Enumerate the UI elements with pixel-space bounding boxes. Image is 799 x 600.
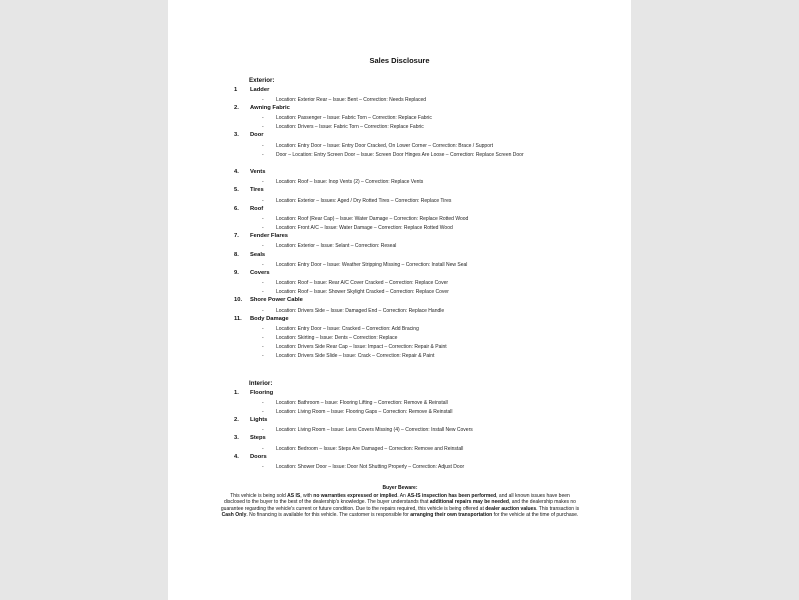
- detail-text: Location: Bedroom – Issue: Steps Are Damaged – Correction: Remove and Reinstall: [276, 445, 464, 452]
- item-name: Tires: [250, 187, 264, 194]
- item-name: Roof: [250, 205, 264, 212]
- bullet-dash: -: [262, 96, 264, 103]
- bullet-dash: -: [262, 399, 264, 406]
- item-number: 10.: [234, 297, 243, 304]
- detail-text: Door – Location: Entry Screen Door – Issue: Screen Door Hinges Are Loose – Correction: Replace Screen Door: [276, 151, 524, 158]
- bullet-dash: -: [262, 307, 264, 314]
- detail-line: [262, 151, 597, 160]
- item-heading: [234, 316, 289, 322]
- item-heading: [234, 233, 288, 239]
- item-number: 1.: [234, 389, 239, 396]
- item-heading: [234, 297, 303, 303]
- detail-text: Location: Entry Door – Issue: Entry Door Cracked, On Lower Corner – Correction: Brace / Support: [276, 142, 494, 149]
- item-heading: [234, 169, 265, 175]
- bullet-dash: -: [262, 335, 264, 342]
- detail-text: Location: Passenger – Issue: Fabric Torn – Correction: Replace Fabric: [276, 115, 432, 122]
- item-heading: [234, 454, 267, 460]
- detail-line: [262, 123, 597, 132]
- bullet-dash: -: [262, 344, 264, 351]
- bullet-dash: -: [262, 151, 264, 158]
- item-name: Steps: [250, 435, 266, 442]
- bullet-dash: -: [262, 124, 264, 131]
- item-number: 7.: [234, 233, 239, 240]
- item-number: 3.: [234, 132, 239, 139]
- detail-line: [262, 399, 597, 408]
- item-number: 6.: [234, 205, 239, 212]
- document-page: [168, 0, 631, 600]
- detail-line: [262, 445, 597, 454]
- detail-text: Location: Roof – Issue: Inop Vents (2) – Correction: Replace Vents: [276, 179, 424, 186]
- detail-text: Location: Bathroom – Issue: Flooring Lifting – Correction: Remove & Reinstall: [276, 399, 448, 406]
- detail-line: [262, 463, 597, 472]
- detail-line: [262, 352, 597, 361]
- bullet-dash: -: [262, 197, 264, 204]
- beware-bold: AS IS: [287, 492, 301, 499]
- item-number: 9.: [234, 269, 239, 276]
- beware-bold: AS-IS inspection has been performed: [407, 492, 497, 499]
- detail-text: Location: Exterior – Issue: Selant – Correction: Reseal: [276, 243, 397, 250]
- detail-text: Location: Living Room – Issue: Flooring Gaps – Correction: Remove & Reinstall: [276, 408, 453, 415]
- detail-line: [262, 114, 597, 123]
- item-name: Fender Flares: [250, 233, 289, 240]
- bullet-dash: -: [262, 353, 264, 360]
- beware-text: , and the dealership makes no guarantee regarding the vehicle's current or future condition. Due to the repairs required, this vehicle is being offered at: [220, 499, 576, 512]
- detail-line: [262, 224, 597, 233]
- item-name: Body Damage: [250, 315, 289, 322]
- beware-text: for the vehicle at the time of purchase.: [492, 512, 579, 519]
- bullet-dash: -: [262, 280, 264, 287]
- bullet-dash: -: [262, 289, 264, 296]
- interior-heading: Interior:: [249, 380, 273, 387]
- item-name: Vents: [250, 168, 266, 175]
- item-heading: [234, 270, 270, 276]
- bullet-dash: -: [262, 215, 264, 222]
- item-heading: [234, 132, 264, 138]
- detail-text: Location: Shower Door – Issue: Door Not Shutting Properly – Correction: Adjust Door: [276, 464, 465, 471]
- detail-line: [262, 325, 597, 334]
- detail-text: Location: Exterior Rear – Issue: Bent – Correction: Needs Replaced: [276, 96, 427, 103]
- detail-text: Location: Drivers Side – Issue: Damaged End – Correction: Replace Handle: [276, 307, 445, 314]
- beware-bold: no warranties expressed or implied: [313, 492, 398, 499]
- item-heading: [234, 417, 267, 423]
- bullet-dash: -: [262, 326, 264, 333]
- beware-bold: additional repairs may be needed: [429, 499, 509, 506]
- detail-line: [262, 343, 597, 352]
- item-number: 2.: [234, 417, 239, 423]
- item-heading: [234, 187, 264, 193]
- item-number: 11.: [234, 315, 242, 322]
- beware-text: . An: [397, 492, 408, 499]
- detail-text: Location: Living Room – Issue: Lens Covers Missing (4) – Correction: Install New Covers: [276, 427, 473, 434]
- item-number: 3.: [234, 435, 239, 442]
- item-heading: [234, 206, 263, 212]
- item-name: Door: [250, 132, 264, 139]
- detail-text: Location: Drivers Side Rear Cap – Issue: Impact – Correction: Repair & Paint: [276, 344, 447, 351]
- detail-text: Location: Roof – Issue: Rear A/C Cover Cracked – Correction: Replace Cover: [276, 280, 449, 287]
- detail-text: Location: Front A/C – Issue: Water Damage – Correction: Replace Rotted Wood: [276, 225, 453, 231]
- bullet-dash: -: [262, 243, 264, 250]
- item-name: Shore Power Cable: [250, 297, 303, 304]
- page-title: Sales Disclosure: [369, 56, 430, 65]
- detail-line: [262, 96, 597, 105]
- beware-text: . No financing is available for this vehicle. The customer is responsible for: [246, 512, 411, 519]
- detail-line: [262, 215, 597, 224]
- bullet-dash: -: [262, 225, 264, 231]
- detail-line: [262, 288, 597, 297]
- detail-line: [262, 279, 597, 288]
- item-heading: [234, 435, 266, 441]
- detail-line: [262, 408, 597, 417]
- detail-text: Location: Roof – Issue: Shower Skylight Cracked – Correction: Replace Cover: [276, 289, 449, 296]
- item-name: Covers: [250, 269, 270, 276]
- beware-text: . This transaction is: [536, 505, 580, 512]
- bullet-dash: -: [262, 408, 264, 415]
- beware-bold: dealer auction values: [485, 505, 537, 512]
- bullet-dash: -: [262, 115, 264, 122]
- item-name: Flooring: [250, 389, 274, 396]
- bullet-dash: -: [262, 427, 264, 434]
- item-name: Doors: [250, 453, 267, 460]
- item-name: Lights: [250, 417, 268, 423]
- detail-text: Location: Roof (Rear Cap) – Issue: Water Damage – Correction: Replace Rotted Wood: [276, 215, 469, 222]
- beware-text: This vehicle is being sold: [230, 492, 288, 499]
- detail-text: Location: Entry Door – Issue: Cracked – Correction: Add Bracing: [276, 326, 419, 333]
- detail-line: [262, 178, 597, 187]
- detail-line: [262, 261, 597, 270]
- detail-line: [262, 142, 597, 151]
- bullet-dash: -: [262, 445, 264, 452]
- item-number: 5.: [234, 187, 239, 194]
- bullet-dash: -: [262, 464, 264, 471]
- beware-bold: Cash Only: [221, 512, 247, 519]
- item-number: 4.: [234, 453, 239, 460]
- item-heading: [234, 390, 273, 396]
- item-heading: [234, 87, 269, 93]
- buyer-beware: [220, 485, 580, 519]
- buyer-beware-heading: Buyer Beware:: [382, 485, 418, 491]
- detail-text: Location: Drivers – Issue: Fabric Torn – Correction: Replace Fabric: [276, 124, 424, 131]
- bullet-dash: -: [262, 261, 264, 268]
- item-name: Seals: [250, 251, 266, 258]
- detail-text: Location: Skirting – Issue: Dents – Correction: Replace: [276, 335, 398, 342]
- item-number: 2.: [234, 104, 239, 111]
- item-number: 8.: [234, 251, 239, 258]
- bullet-dash: -: [262, 142, 264, 149]
- detail-text: Location: Drivers Side Slide – Issue: Crack – Correction: Repair & Paint: [276, 353, 435, 360]
- detail-line: [262, 334, 597, 343]
- beware-text: , and all known issues have been disclosed to the buyer to the best of the dealership's knowledge. The buyer understands that: [224, 492, 570, 506]
- exterior-heading: Exterior:: [249, 77, 275, 84]
- detail-line: [262, 426, 597, 435]
- detail-line: [262, 307, 597, 316]
- beware-text: , with: [300, 492, 314, 499]
- bullet-dash: -: [262, 179, 264, 186]
- detail-text: Location: Entry Door – Issue: Weather Stripping Missing – Correction: Install New Seal: [276, 261, 468, 268]
- item-number: 4.: [234, 168, 239, 175]
- item-number: 1: [234, 86, 238, 93]
- item-heading: [234, 252, 265, 258]
- item-name: Ladder: [250, 86, 270, 93]
- detail-text: Location: Exterior – Issues: Aged / Dry Rotted Tires – Correction: Replace Tires: [276, 197, 452, 204]
- beware-bold: arranging their own transportation: [410, 512, 493, 519]
- item-heading: [234, 105, 290, 111]
- detail-line: [262, 197, 597, 206]
- item-name: Awning Fabric: [250, 104, 290, 111]
- detail-line: [262, 242, 597, 251]
